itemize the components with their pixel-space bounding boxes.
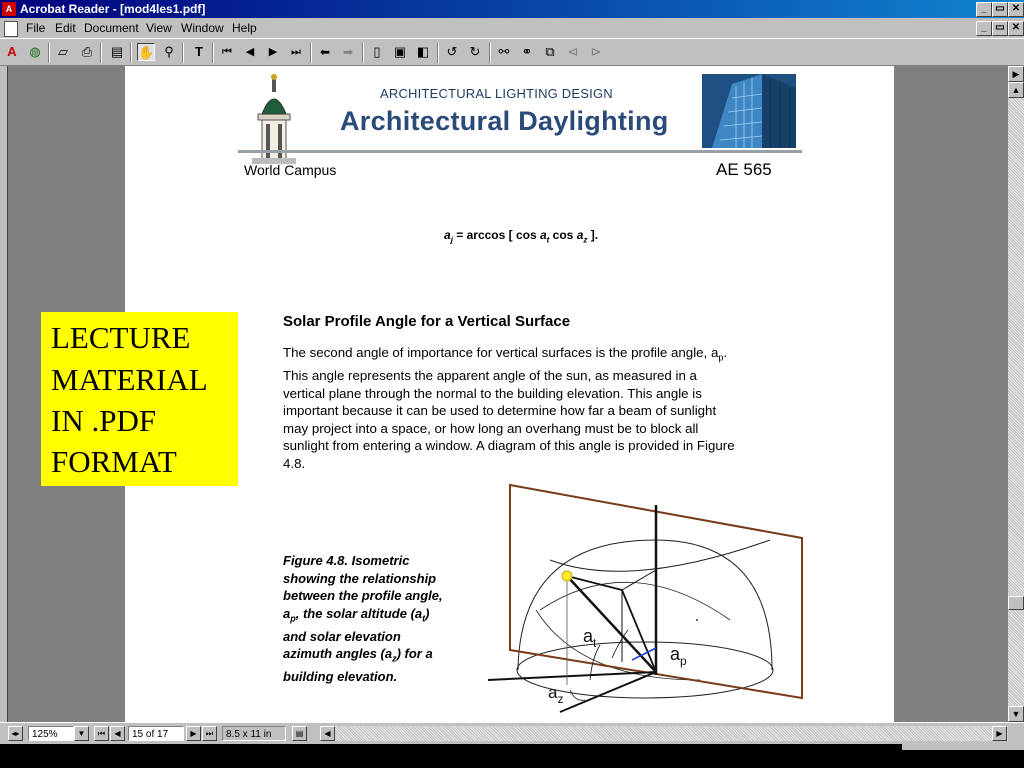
fit-page-icon[interactable]: ▣ — [393, 44, 407, 59]
building-photo — [702, 74, 796, 148]
open-icon[interactable]: ▱ — [58, 44, 68, 59]
campus-label: World Campus — [244, 162, 337, 178]
find-icon[interactable]: ⚯ — [498, 44, 510, 59]
body-line: may project into a space, or how long an overhang must be to block all — [283, 420, 699, 436]
toolbar-separator — [212, 43, 214, 63]
scroll-down-icon[interactable]: ▼ — [1008, 706, 1024, 722]
show-navigation-pane-icon[interactable]: ▤ — [110, 44, 124, 59]
body-line: vertical plane through the normal to the building elevation. This angle is — [283, 385, 702, 401]
page-layout-icon[interactable]: ◂▸ — [8, 726, 23, 741]
navigation-pane-edge[interactable] — [0, 66, 8, 722]
status-next-page-icon[interactable]: ▶ — [186, 726, 201, 741]
toolbar-separator — [100, 43, 102, 63]
caption-line: showing the relationship — [283, 570, 437, 586]
rotate-left-icon[interactable]: ↺ — [446, 44, 458, 59]
search-icon[interactable]: ⚭ — [521, 44, 533, 59]
banner-subtitle: ARCHITECTURAL LIGHTING DESIGN — [380, 86, 613, 101]
last-page-icon[interactable]: ⏭ — [291, 46, 301, 58]
doc-minimize-button[interactable]: _ — [976, 21, 992, 36]
label-ap: $a_p$ — [670, 644, 687, 668]
zoom-tool-icon[interactable]: ⚲ — [164, 44, 174, 59]
search-results-icon[interactable]: ⧉ — [545, 44, 555, 59]
caption-line: Figure 4.8. Isometric — [283, 553, 410, 568]
next-page-icon[interactable]: ▶ — [268, 46, 278, 58]
taskbar-tray — [902, 744, 1024, 750]
previous-page-icon[interactable]: ◀ — [245, 46, 255, 58]
status-last-page-icon[interactable]: ⏭ — [202, 726, 217, 741]
title-bar — [0, 0, 1024, 18]
scroll-up-icon[interactable]: ▲ — [1008, 82, 1024, 98]
doc-restore-button[interactable]: ▭ — [992, 21, 1008, 36]
body-line: important because it can be used to determine how far a beam of sunlight — [283, 403, 717, 419]
doc-close-button[interactable]: ✕ — [1008, 21, 1024, 36]
web-link-icon[interactable]: ◍ — [29, 44, 41, 59]
menu-bar — [0, 18, 1024, 38]
caption-line: and solar elevation — [283, 628, 401, 644]
scroll-right-icon[interactable]: ▶ — [992, 726, 1007, 741]
page-layout-menu-icon[interactable]: ▤ — [292, 726, 307, 741]
body-paragraph — [283, 344, 813, 472]
acrobat-icon[interactable]: A — [7, 44, 17, 59]
restore-button[interactable]: ▭ — [992, 2, 1008, 17]
banner-divider — [238, 150, 802, 153]
taskbar — [0, 744, 1024, 768]
profile-angle-diagram — [480, 480, 810, 720]
menu-document[interactable]: Document — [84, 21, 139, 35]
minimize-button[interactable]: _ — [976, 2, 992, 17]
close-button[interactable]: ✕ — [1008, 2, 1024, 17]
caption-line: building elevation. — [283, 669, 398, 685]
menu-view[interactable]: View — [146, 21, 172, 35]
page-size-field: 8.5 x 11 in — [222, 726, 286, 741]
body-line: sunlight from entering a window. A diagram of this angle is provided in Figure — [283, 438, 735, 454]
menu-file[interactable]: File — [26, 21, 46, 35]
menu-window[interactable]: Window — [181, 21, 224, 35]
formula: $a_j = \arccos$ [ $\cos a_t$ $\cos a_z$ ]. — [444, 228, 599, 245]
callout-line: LECTURE — [51, 320, 191, 355]
course-code: AE 565 — [716, 160, 772, 179]
status-first-page-icon[interactable]: ⏮ — [94, 726, 109, 741]
toolbar-separator — [489, 43, 491, 63]
toolbar — [0, 38, 1024, 66]
toolbar-separator — [310, 43, 312, 63]
label-az: $a_z$ — [548, 683, 564, 706]
toolbar-separator — [130, 43, 132, 63]
body-line: 4.8. — [283, 455, 306, 471]
status-bar — [0, 722, 1024, 744]
toolbar-separator — [48, 43, 50, 63]
next-highlight-icon[interactable]: ⊳ — [590, 44, 602, 59]
window-title: Acrobat Reader - [mod4les1.pdf] — [20, 2, 206, 16]
document-menu-icon[interactable] — [4, 21, 18, 37]
go-forward-icon[interactable]: ➡ — [342, 45, 354, 59]
vertical-scrollbar[interactable] — [1008, 66, 1024, 722]
body-line: The second angle of importance for vertical surfaces is the profile angle, $a_p$. — [283, 345, 728, 363]
print-icon[interactable]: ⎙ — [81, 44, 93, 59]
callout-line: FORMAT — [51, 444, 177, 479]
hand-tool-icon[interactable]: ✋ — [138, 45, 155, 60]
figure-caption — [283, 552, 475, 686]
zoom-dropdown-icon[interactable]: ▼ — [74, 726, 89, 741]
rotate-right-icon[interactable]: ↻ — [469, 44, 481, 59]
previous-highlight-icon[interactable]: ⊲ — [567, 44, 579, 59]
caption-line: azimuth angles $(a_z)$ for a — [283, 646, 433, 664]
toolbar-separator — [362, 43, 364, 63]
callout-line: IN .PDF — [51, 403, 157, 438]
label-at: $a_t$ — [583, 626, 597, 650]
first-page-icon[interactable]: ⏮ — [222, 46, 232, 58]
go-back-icon[interactable]: ⬅ — [319, 45, 331, 59]
banner-title: Architectural Daylighting — [340, 106, 669, 136]
lecture-callout — [41, 312, 238, 486]
scroll-thumb[interactable] — [1008, 596, 1024, 610]
horizontal-scrollbar[interactable] — [320, 726, 1008, 741]
acrobat-app-icon[interactable]: A — [2, 2, 16, 16]
zoom-field[interactable]: 125% — [28, 726, 74, 741]
scroll-left-icon[interactable]: ◀ — [320, 726, 335, 741]
callout-line: MATERIAL — [51, 362, 208, 397]
caption-line: $a_p$, the solar altitude $(a_t)$ — [283, 605, 430, 624]
text-select-tool-icon[interactable]: T — [195, 44, 203, 59]
scroll-next-page-icon[interactable]: ▶ — [1008, 66, 1024, 82]
toolbar-separator — [182, 43, 184, 63]
fit-width-icon[interactable]: ◧ — [416, 44, 430, 59]
toolbar-separator — [437, 43, 439, 63]
status-prev-page-icon[interactable]: ◀ — [110, 726, 125, 741]
section-heading: Solar Profile Angle for a Vertical Surface — [283, 313, 571, 330]
body-line: This angle represents the apparent angle of the sun, as measured in a — [283, 368, 697, 384]
caption-line: between the profile angle, — [283, 588, 443, 603]
menu-edit[interactable]: Edit — [55, 21, 76, 35]
actual-size-icon[interactable]: ▯ — [373, 44, 381, 59]
page-number-field[interactable]: 15 of 17 — [128, 726, 184, 741]
menu-help[interactable]: Help — [232, 21, 257, 35]
